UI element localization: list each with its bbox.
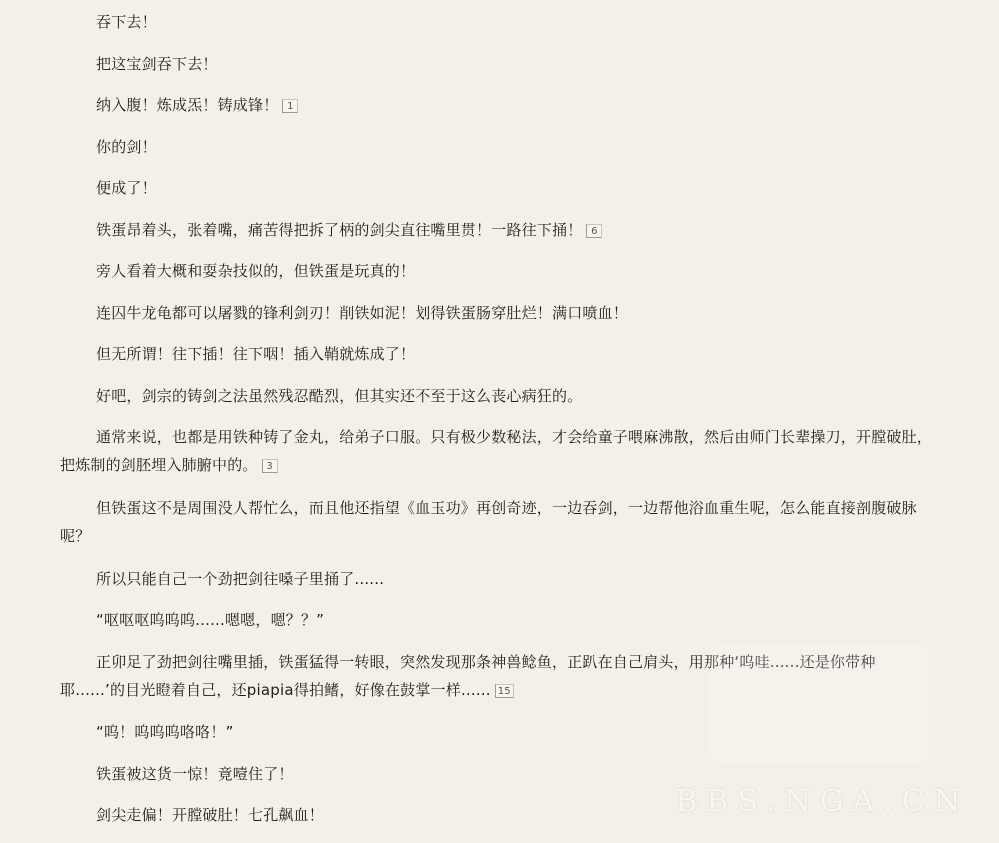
paragraph-text: 把这宝剑吞下去！ <box>96 55 218 73</box>
paragraph-comment-count[interactable]: 3 <box>262 459 278 473</box>
paragraph-comment-count[interactable]: 15 <box>495 684 514 698</box>
paragraph <box>60 718 940 746</box>
paragraph-text: 旁人看着大概和耍杂技似的，但铁蛋是玩真的！ <box>96 262 416 280</box>
paragraph-text: 通常来说，也都是用铁种铸了金丸，给弟子口服。只有极少数秘法，才会给童子喂麻沸散，然后由师门长辈操刀，开膛破肚，把炼制的剑胚埋入肺腑中的。 <box>60 428 933 474</box>
paragraph <box>60 648 940 704</box>
paragraph-text: 好吧，剑宗的铸剑之法虽然残忍酷烈，但其实还不至于这么丧心病狂的。 <box>96 387 583 405</box>
paragraph <box>60 50 940 78</box>
paragraph <box>60 257 940 285</box>
paragraph <box>60 340 940 368</box>
paragraph-text: 所以只能自己一个劲把剑往嗓子里捅了...... <box>96 570 385 588</box>
paragraph-text: 铁蛋被这货一惊！竟噎住了！ <box>96 765 294 783</box>
paragraph <box>60 423 940 479</box>
paragraph <box>60 801 940 829</box>
paragraph-text: “呕呕呕呜呜呜......嗯嗯，嗯？？” <box>96 611 325 629</box>
paragraph <box>60 606 940 634</box>
paragraph <box>60 760 940 788</box>
paragraph-text: 便成了！ <box>96 179 157 197</box>
paragraph <box>60 174 940 202</box>
paragraph-text: 但铁蛋这不是周围没人帮忙么，而且他还指望《血玉功》再创奇迹，一边吞剑，一边帮他浴血重生呢，怎么能直接剖腹破脉呢？ <box>60 499 917 545</box>
paragraph <box>60 382 940 410</box>
paragraph-text: 剑尖走偏！开膛破肚！七孔飙血！ <box>96 806 325 824</box>
paragraph-text: 但无所谓！往下插！往下咽！插入鞘就炼成了！ <box>96 345 416 363</box>
paragraph <box>60 133 940 161</box>
paragraph-comment-count[interactable]: 1 <box>282 99 298 113</box>
paragraph-text: 铁蛋昂着头，张着嘴，痛苦得把拆了柄的剑尖直往嘴里贯！一路往下捅！ <box>96 221 583 239</box>
paragraph <box>60 299 940 327</box>
paragraph-text: 纳入腹！炼成炁！铸成锋！ <box>96 96 279 114</box>
paragraph-text: 吞下去！ <box>96 13 157 31</box>
paragraph <box>60 565 940 593</box>
paragraph <box>60 8 940 36</box>
paragraph <box>60 494 940 550</box>
paragraph-text: “呜！呜呜呜咯咯！” <box>96 723 234 741</box>
site-watermark: BBS.NGA.CN <box>675 784 969 819</box>
paragraph-text: 正卯足了劲把剑往嘴里插，铁蛋猛得一转眼，突然发现那条神兽鲶鱼，正趴在自己肩头，用那种‘呜哇......还是你带种耶......’的目光瞪着自己，还piapia得拍鳍，好像在鼓掌一样...... <box>60 653 876 699</box>
paragraph <box>60 91 940 119</box>
paragraph-text: 你的剑！ <box>96 138 157 156</box>
paragraph <box>60 216 940 244</box>
paragraph-comment-count[interactable]: 6 <box>586 224 602 238</box>
paragraph-text: 连囚牛龙龟都可以屠戮的锋利剑刃！削铁如泥！划得铁蛋肠穿肚烂！满口喷血！ <box>96 304 629 322</box>
